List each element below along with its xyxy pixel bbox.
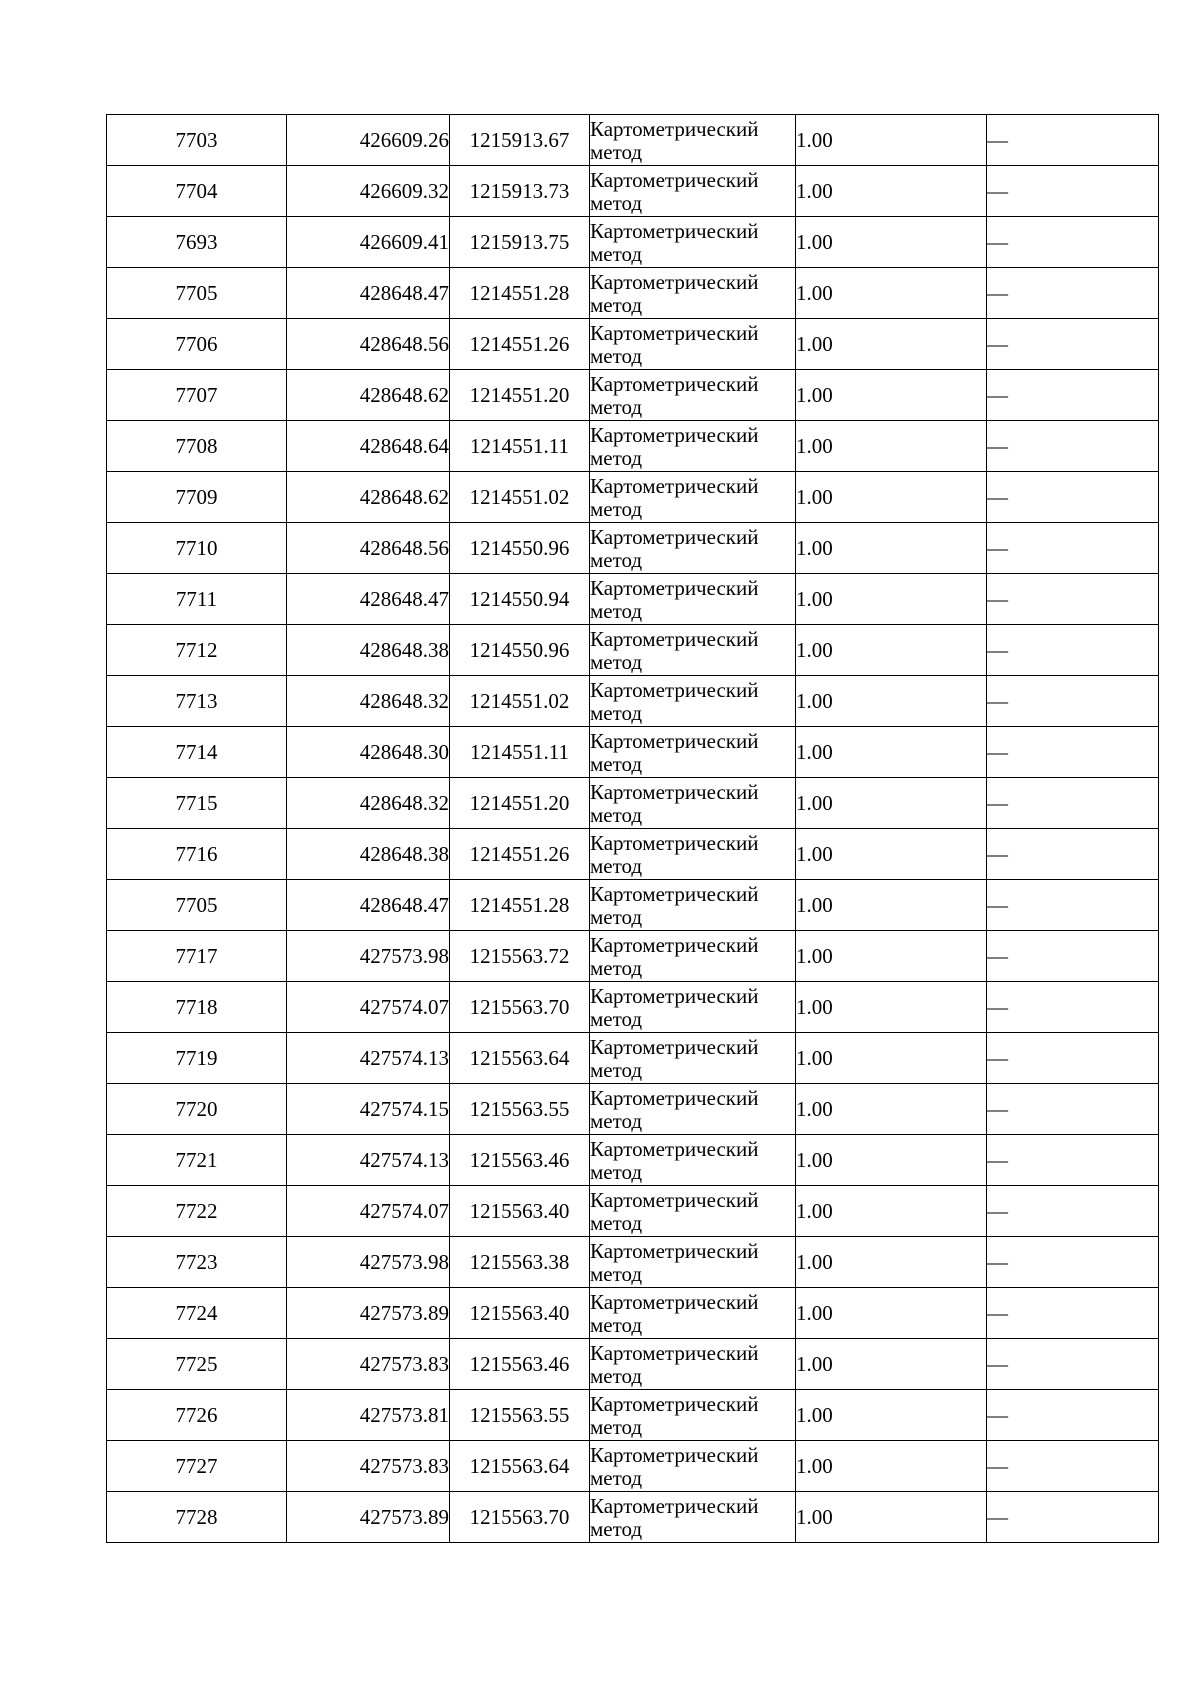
point-number-cell: 7723 xyxy=(107,1237,287,1288)
point-number-cell: 7714 xyxy=(107,727,287,778)
x-coordinate-cell: 428648.47 xyxy=(287,574,450,625)
method-line-2: метод xyxy=(590,598,643,623)
description-cell: — xyxy=(987,268,1159,319)
method-line-1: Картометрический xyxy=(590,422,759,447)
accuracy-cell: 1.00 xyxy=(796,1339,987,1390)
x-coordinate-cell: 427573.81 xyxy=(287,1390,450,1441)
x-coordinate-cell: 427574.07 xyxy=(287,1186,450,1237)
accuracy-cell: 1.00 xyxy=(796,1288,987,1339)
y-coordinate-cell: 1215913.75 xyxy=(450,217,590,268)
method-cell xyxy=(590,676,796,727)
description-cell: — xyxy=(987,115,1159,166)
method-cell xyxy=(590,115,796,166)
point-number-cell: 7693 xyxy=(107,217,287,268)
method-line-1: Картометрический xyxy=(590,1340,759,1365)
method-cell xyxy=(590,574,796,625)
y-coordinate-cell: 1215563.55 xyxy=(450,1390,590,1441)
method-line-1: Картометрический xyxy=(590,524,759,549)
x-coordinate-cell: 427573.83 xyxy=(287,1441,450,1492)
description-cell: — xyxy=(987,625,1159,676)
table-row xyxy=(107,1135,1159,1186)
y-coordinate-cell: 1214551.11 xyxy=(450,421,590,472)
method-line-2: метод xyxy=(590,547,643,572)
accuracy-cell: 1.00 xyxy=(796,829,987,880)
method-cell xyxy=(590,1441,796,1492)
x-coordinate-cell: 427573.98 xyxy=(287,1237,450,1288)
point-number-cell: 7709 xyxy=(107,472,287,523)
description-cell: — xyxy=(987,1237,1159,1288)
method-line-1: Картометрический xyxy=(590,473,759,498)
y-coordinate-cell: 1214551.28 xyxy=(450,880,590,931)
x-coordinate-cell: 427574.15 xyxy=(287,1084,450,1135)
method-line-1: Картометрический xyxy=(590,626,759,651)
description-cell: — xyxy=(987,1339,1159,1390)
description-cell: — xyxy=(987,1441,1159,1492)
method-line-1: Картометрический xyxy=(590,1493,759,1518)
method-line-1: Картометрический xyxy=(590,983,759,1008)
accuracy-cell: 1.00 xyxy=(796,1084,987,1135)
accuracy-cell: 1.00 xyxy=(796,166,987,217)
description-cell: — xyxy=(987,217,1159,268)
point-number-cell: 7708 xyxy=(107,421,287,472)
method-line-2: метод xyxy=(590,496,643,521)
method-cell xyxy=(590,1492,796,1543)
y-coordinate-cell: 1214551.20 xyxy=(450,778,590,829)
accuracy-cell: 1.00 xyxy=(796,931,987,982)
description-cell: — xyxy=(987,166,1159,217)
point-number-cell: 7706 xyxy=(107,319,287,370)
point-number-cell: 7705 xyxy=(107,880,287,931)
description-cell: — xyxy=(987,1033,1159,1084)
description-cell: — xyxy=(987,1390,1159,1441)
y-coordinate-cell: 1214550.96 xyxy=(450,523,590,574)
accuracy-cell: 1.00 xyxy=(796,1441,987,1492)
method-line-2: метод xyxy=(590,1006,643,1031)
x-coordinate-cell: 427573.83 xyxy=(287,1339,450,1390)
point-number-cell: 7707 xyxy=(107,370,287,421)
table-row xyxy=(107,1339,1159,1390)
point-number-cell: 7705 xyxy=(107,268,287,319)
method-line-1: Картометрический xyxy=(590,881,759,906)
table-row xyxy=(107,370,1159,421)
y-coordinate-cell: 1214551.02 xyxy=(450,676,590,727)
method-line-2: метод xyxy=(590,1108,643,1133)
point-number-cell: 7718 xyxy=(107,982,287,1033)
table-row xyxy=(107,523,1159,574)
method-line-1: Картометрический xyxy=(590,677,759,702)
y-coordinate-cell: 1214551.20 xyxy=(450,370,590,421)
method-line-1: Картометрический xyxy=(590,1187,759,1212)
y-coordinate-cell: 1214550.96 xyxy=(450,625,590,676)
method-cell xyxy=(590,1186,796,1237)
coordinates-table xyxy=(106,114,1159,1543)
table-row xyxy=(107,1288,1159,1339)
x-coordinate-cell: 428648.38 xyxy=(287,625,450,676)
method-line-2: метод xyxy=(590,1159,643,1184)
method-line-1: Картометрический xyxy=(590,167,759,192)
x-coordinate-cell: 428648.64 xyxy=(287,421,450,472)
x-coordinate-cell: 428648.30 xyxy=(287,727,450,778)
point-number-cell: 7711 xyxy=(107,574,287,625)
method-line-2: метод xyxy=(590,1516,643,1541)
y-coordinate-cell: 1215563.72 xyxy=(450,931,590,982)
y-coordinate-cell: 1215563.64 xyxy=(450,1441,590,1492)
method-line-2: метод xyxy=(590,955,643,980)
table-row xyxy=(107,1186,1159,1237)
method-line-2: метод xyxy=(590,1312,643,1337)
accuracy-cell: 1.00 xyxy=(796,1135,987,1186)
method-line-2: метод xyxy=(590,139,643,164)
method-line-1: Картометрический xyxy=(590,1391,759,1416)
y-coordinate-cell: 1215913.73 xyxy=(450,166,590,217)
method-line-2: метод xyxy=(590,802,643,827)
description-cell: — xyxy=(987,778,1159,829)
description-cell: — xyxy=(987,421,1159,472)
point-number-cell: 7713 xyxy=(107,676,287,727)
point-number-cell: 7712 xyxy=(107,625,287,676)
accuracy-cell: 1.00 xyxy=(796,268,987,319)
method-cell xyxy=(590,523,796,574)
x-coordinate-cell: 426609.41 xyxy=(287,217,450,268)
point-number-cell: 7721 xyxy=(107,1135,287,1186)
point-number-cell: 7704 xyxy=(107,166,287,217)
method-cell xyxy=(590,319,796,370)
table-row xyxy=(107,1441,1159,1492)
table-row xyxy=(107,1237,1159,1288)
point-number-cell: 7719 xyxy=(107,1033,287,1084)
description-cell: — xyxy=(987,574,1159,625)
method-line-2: метод xyxy=(590,445,643,470)
description-cell: — xyxy=(987,727,1159,778)
method-cell xyxy=(590,1237,796,1288)
method-line-2: метод xyxy=(590,1414,643,1439)
x-coordinate-cell: 427574.13 xyxy=(287,1033,450,1084)
method-line-1: Картометрический xyxy=(590,1442,759,1467)
point-number-cell: 7720 xyxy=(107,1084,287,1135)
method-line-2: метод xyxy=(590,1057,643,1082)
y-coordinate-cell: 1214551.02 xyxy=(450,472,590,523)
method-cell xyxy=(590,1084,796,1135)
accuracy-cell: 1.00 xyxy=(796,1186,987,1237)
table-row xyxy=(107,217,1159,268)
method-line-2: метод xyxy=(590,241,643,266)
method-cell xyxy=(590,880,796,931)
method-cell xyxy=(590,472,796,523)
method-cell xyxy=(590,982,796,1033)
accuracy-cell: 1.00 xyxy=(796,217,987,268)
point-number-cell: 7724 xyxy=(107,1288,287,1339)
point-number-cell: 7726 xyxy=(107,1390,287,1441)
description-cell: — xyxy=(987,319,1159,370)
method-line-1: Картометрический xyxy=(590,1289,759,1314)
table-row xyxy=(107,778,1159,829)
accuracy-cell: 1.00 xyxy=(796,676,987,727)
table-row xyxy=(107,421,1159,472)
method-line-1: Картометрический xyxy=(590,1085,759,1110)
accuracy-cell: 1.00 xyxy=(796,523,987,574)
method-line-1: Картометрический xyxy=(590,728,759,753)
x-coordinate-cell: 427573.89 xyxy=(287,1492,450,1543)
description-cell: — xyxy=(987,880,1159,931)
method-cell xyxy=(590,1033,796,1084)
accuracy-cell: 1.00 xyxy=(796,472,987,523)
table-row xyxy=(107,268,1159,319)
table-row xyxy=(107,319,1159,370)
method-line-2: метод xyxy=(590,190,643,215)
method-line-1: Картометрический xyxy=(590,932,759,957)
table-row xyxy=(107,1390,1159,1441)
accuracy-cell: 1.00 xyxy=(796,982,987,1033)
point-number-cell: 7710 xyxy=(107,523,287,574)
y-coordinate-cell: 1215563.46 xyxy=(450,1135,590,1186)
y-coordinate-cell: 1215563.55 xyxy=(450,1084,590,1135)
point-number-cell: 7716 xyxy=(107,829,287,880)
y-coordinate-cell: 1215563.70 xyxy=(450,982,590,1033)
method-line-1: Картометрический xyxy=(590,269,759,294)
y-coordinate-cell: 1214551.26 xyxy=(450,829,590,880)
method-line-1: Картометрический xyxy=(590,779,759,804)
y-coordinate-cell: 1215563.38 xyxy=(450,1237,590,1288)
method-line-1: Картометрический xyxy=(590,218,759,243)
method-cell xyxy=(590,421,796,472)
y-coordinate-cell: 1215913.67 xyxy=(450,115,590,166)
x-coordinate-cell: 428648.47 xyxy=(287,268,450,319)
x-coordinate-cell: 428648.47 xyxy=(287,880,450,931)
point-number-cell: 7728 xyxy=(107,1492,287,1543)
description-cell: — xyxy=(987,370,1159,421)
description-cell: — xyxy=(987,982,1159,1033)
method-line-2: метод xyxy=(590,751,643,776)
accuracy-cell: 1.00 xyxy=(796,880,987,931)
y-coordinate-cell: 1215563.40 xyxy=(450,1288,590,1339)
method-line-1: Картометрический xyxy=(590,1238,759,1263)
method-line-1: Картометрический xyxy=(590,116,759,141)
table-row xyxy=(107,625,1159,676)
y-coordinate-cell: 1215563.70 xyxy=(450,1492,590,1543)
method-line-2: метод xyxy=(590,1261,643,1286)
method-line-2: метод xyxy=(590,1210,643,1235)
method-line-1: Картометрический xyxy=(590,371,759,396)
accuracy-cell: 1.00 xyxy=(796,574,987,625)
x-coordinate-cell: 428648.32 xyxy=(287,778,450,829)
x-coordinate-cell: 428648.38 xyxy=(287,829,450,880)
y-coordinate-cell: 1214551.26 xyxy=(450,319,590,370)
y-coordinate-cell: 1214550.94 xyxy=(450,574,590,625)
method-line-2: метод xyxy=(590,649,643,674)
table-row xyxy=(107,931,1159,982)
y-coordinate-cell: 1215563.46 xyxy=(450,1339,590,1390)
accuracy-cell: 1.00 xyxy=(796,1237,987,1288)
x-coordinate-cell: 426609.32 xyxy=(287,166,450,217)
description-cell: — xyxy=(987,523,1159,574)
method-line-2: метод xyxy=(590,1363,643,1388)
method-cell xyxy=(590,1339,796,1390)
x-coordinate-cell: 426609.26 xyxy=(287,115,450,166)
method-line-1: Картометрический xyxy=(590,1034,759,1059)
y-coordinate-cell: 1215563.64 xyxy=(450,1033,590,1084)
method-cell xyxy=(590,1390,796,1441)
method-cell xyxy=(590,166,796,217)
method-cell xyxy=(590,778,796,829)
y-coordinate-cell: 1214551.11 xyxy=(450,727,590,778)
description-cell: — xyxy=(987,931,1159,982)
method-cell xyxy=(590,829,796,880)
method-line-2: метод xyxy=(590,1465,643,1490)
method-line-2: метод xyxy=(590,292,643,317)
method-line-2: метод xyxy=(590,700,643,725)
point-number-cell: 7722 xyxy=(107,1186,287,1237)
table-row xyxy=(107,574,1159,625)
x-coordinate-cell: 427574.13 xyxy=(287,1135,450,1186)
method-line-2: метод xyxy=(590,904,643,929)
method-cell xyxy=(590,268,796,319)
method-line-1: Картометрический xyxy=(590,830,759,855)
point-number-cell: 7717 xyxy=(107,931,287,982)
description-cell: — xyxy=(987,829,1159,880)
method-cell xyxy=(590,625,796,676)
accuracy-cell: 1.00 xyxy=(796,727,987,778)
method-line-2: метод xyxy=(590,343,643,368)
description-cell: — xyxy=(987,1084,1159,1135)
method-cell xyxy=(590,1135,796,1186)
x-coordinate-cell: 428648.56 xyxy=(287,523,450,574)
accuracy-cell: 1.00 xyxy=(796,370,987,421)
accuracy-cell: 1.00 xyxy=(796,1492,987,1543)
table-row xyxy=(107,829,1159,880)
method-line-2: метод xyxy=(590,394,643,419)
table-row xyxy=(107,676,1159,727)
point-number-cell: 7703 xyxy=(107,115,287,166)
x-coordinate-cell: 427573.89 xyxy=(287,1288,450,1339)
accuracy-cell: 1.00 xyxy=(796,1390,987,1441)
method-line-2: метод xyxy=(590,853,643,878)
point-number-cell: 7727 xyxy=(107,1441,287,1492)
point-number-cell: 7725 xyxy=(107,1339,287,1390)
description-cell: — xyxy=(987,472,1159,523)
description-cell: — xyxy=(987,1135,1159,1186)
table-row xyxy=(107,166,1159,217)
description-cell: — xyxy=(987,1492,1159,1543)
method-cell xyxy=(590,931,796,982)
table-row xyxy=(107,1492,1159,1543)
x-coordinate-cell: 427574.07 xyxy=(287,982,450,1033)
accuracy-cell: 1.00 xyxy=(796,319,987,370)
table-row xyxy=(107,472,1159,523)
table-row xyxy=(107,982,1159,1033)
method-cell xyxy=(590,727,796,778)
description-cell: — xyxy=(987,1288,1159,1339)
point-number-cell: 7715 xyxy=(107,778,287,829)
method-line-1: Картометрический xyxy=(590,320,759,345)
x-coordinate-cell: 428648.62 xyxy=(287,472,450,523)
table-body xyxy=(107,115,1159,1543)
table-row xyxy=(107,115,1159,166)
accuracy-cell: 1.00 xyxy=(796,625,987,676)
description-cell: — xyxy=(987,676,1159,727)
x-coordinate-cell: 428648.56 xyxy=(287,319,450,370)
x-coordinate-cell: 428648.62 xyxy=(287,370,450,421)
x-coordinate-cell: 428648.32 xyxy=(287,676,450,727)
accuracy-cell: 1.00 xyxy=(796,115,987,166)
table-row xyxy=(107,727,1159,778)
accuracy-cell: 1.00 xyxy=(796,778,987,829)
method-line-1: Картометрический xyxy=(590,575,759,600)
table-row xyxy=(107,880,1159,931)
y-coordinate-cell: 1214551.28 xyxy=(450,268,590,319)
method-cell xyxy=(590,370,796,421)
accuracy-cell: 1.00 xyxy=(796,1033,987,1084)
accuracy-cell: 1.00 xyxy=(796,421,987,472)
x-coordinate-cell: 427573.98 xyxy=(287,931,450,982)
method-line-1: Картометрический xyxy=(590,1136,759,1161)
table-row xyxy=(107,1084,1159,1135)
table-row xyxy=(107,1033,1159,1084)
y-coordinate-cell: 1215563.40 xyxy=(450,1186,590,1237)
method-cell xyxy=(590,1288,796,1339)
method-cell xyxy=(590,217,796,268)
description-cell: — xyxy=(987,1186,1159,1237)
